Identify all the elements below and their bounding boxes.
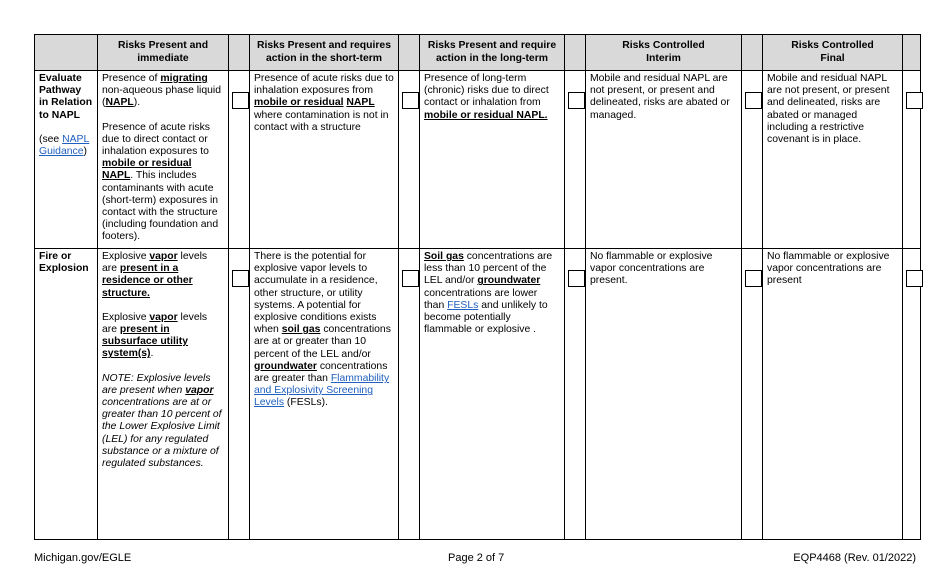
fesls-link[interactable]: FESLs: [447, 299, 479, 311]
fire-long-term-cell: Soil gas concentrations are less than 10 percent of the LEL and/or groundwater concentrations are lower than FESLs and unlikely to become potentially flammable or explosive .: [420, 249, 565, 540]
fire-immediate-checkbox[interactable]: [232, 270, 249, 287]
napl-short-term-cell: Presence of acute risks due to inhalation exposures from mobile or residual NAPL where contamination is not in contact with a structure: [250, 71, 399, 249]
row-label-napl: Evaluate Pathway in Relation to NAPL (see NAPL Guidance): [35, 71, 98, 249]
fire-final-checkbox[interactable]: [906, 270, 923, 287]
footer-left: Michigan.gov/EGLE: [34, 552, 132, 564]
table-row-fire: [35, 249, 921, 540]
header-row: [35, 35, 921, 71]
header-col1: Risks Present and immediate: [98, 35, 229, 71]
fire-long-term-checkbox[interactable]: [568, 270, 585, 287]
napl-interim-cell: Mobile and residual NAPL are not present, or present and delineated, risks are abated or managed.: [586, 71, 742, 249]
napl-short-term-checkbox[interactable]: [402, 92, 419, 109]
fire-interim-checkbox[interactable]: [745, 270, 762, 287]
header-col3: Risks Present and require action in the long-term: [420, 35, 565, 71]
napl-interim-checkbox[interactable]: [745, 92, 762, 109]
header-col4: Risks Controlled Interim: [586, 35, 742, 71]
fire-short-term-checkbox[interactable]: [402, 270, 419, 287]
napl-final-cell: Mobile and residual NAPL are not present, or present and delineated, risks are abated or managed including a restrictive covenant is in place.: [763, 71, 903, 249]
napl-long-term-checkbox[interactable]: [568, 92, 585, 109]
napl-immediate-checkbox[interactable]: [232, 92, 249, 109]
fire-interim-cell: No flammable or explosive vapor concentrations are present.: [586, 249, 742, 540]
napl-guidance-link[interactable]: NAPL Guidance: [39, 133, 90, 158]
fire-short-term-cell: There is the potential for explosive vapor levels to accumulate in a residence, other structure, or utility systems. A potential for explosive conditions exists when soil gas concentrations are at or greater than 10 percent of the LEL and/or groundwater concentrations are greater than Flammability and Explosivity Screening Levels (FESLs).: [250, 249, 399, 540]
footer-page-number: Page 2 of 7: [448, 552, 505, 564]
header-col5: Risks Controlled Final: [763, 35, 903, 71]
napl-long-term-cell: Presence of long-term (chronic) risks due to direct contact or inhalation from mobile or residual NAPL.: [420, 71, 565, 249]
row-label-fire: Fire or Explosion: [35, 249, 98, 540]
table-row-napl: [35, 71, 921, 249]
fesl-link[interactable]: Flammability and Explosivity Screening Levels: [254, 373, 390, 409]
risk-matrix-table: [34, 34, 921, 540]
napl-immediate-cell: Presence of migrating non-aqueous phase liquid (NAPL). Presence of acute risks due to direct contact or inhalation exposures to mobile or residual NAPL. This includes contaminants with acute (short-term) exposures in contact with the structure (including foundation and footers).: [98, 71, 229, 249]
fire-immediate-cell: Explosive vapor levels are present in a residence or other structure. Explosive vapor levels are present in subsurface utility system(s). NOTE: Explosive levels are present when vapor concentrations are at or greater than 10 percent of the Lower Explosive Limit (LEL) for any regulated substance or a mixture of regulated substances.: [98, 249, 229, 540]
napl-final-checkbox[interactable]: [906, 92, 923, 109]
fire-final-cell: No flammable or explosive vapor concentrations are present: [763, 249, 903, 540]
footer-form-id: EQP4468 (Rev. 01/2022): [793, 552, 916, 564]
header-blank: [35, 35, 98, 71]
header-col2: Risks Present and requires action in the short-term: [250, 35, 399, 71]
